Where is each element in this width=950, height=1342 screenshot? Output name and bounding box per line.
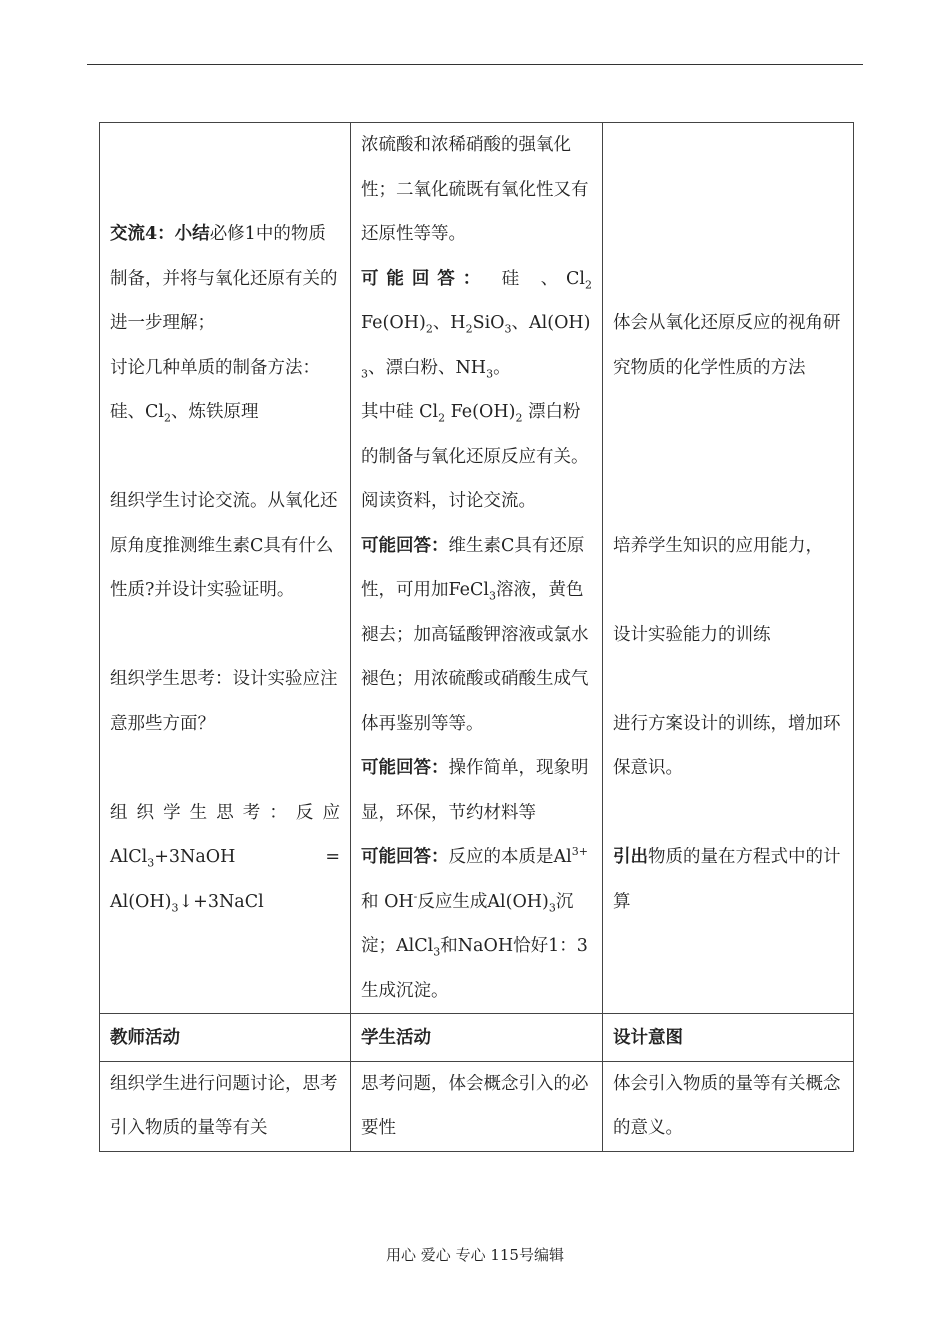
text: 讨论几种单质的制备方法：硅、Cl <box>110 357 320 422</box>
oxidizing-properties-text: 浓硫酸和浓稀硝酸的强氧化性；二氧化硫既有氧化性又有还原性等等。 <box>361 135 589 244</box>
header-rule <box>87 64 863 65</box>
subscript: 3 <box>504 322 512 336</box>
text: SiO <box>472 313 505 333</box>
text: 溶液，黄色褪去；加高锰酸钾溶液或氯水褪色；用浓硫酸或硝酸生成气体再鉴别等等。 <box>361 580 589 734</box>
text: 硅 、Cl <box>501 268 585 289</box>
experiment-design-question: 组织学生思考：设计实验应注意那些方面？ <box>110 669 338 734</box>
equation-left <box>110 835 235 880</box>
text: AlCl <box>110 847 148 867</box>
text: 和 OH <box>361 891 414 912</box>
possible-answer-label: 可能回答： <box>361 535 449 556</box>
answer-1-line-1 <box>361 257 592 302</box>
text: 反应的本质是Al <box>448 847 572 867</box>
text: 漂白粉的制备与氧化还原反应有关。 <box>361 402 589 467</box>
exchange-4-paragraph <box>110 212 340 346</box>
header-student-activity: 学生活动 <box>351 1014 603 1062</box>
teacher-activity-cell <box>100 123 351 1014</box>
text: 、漂白粉、NH <box>368 357 487 378</box>
text: 、Al(OH) <box>511 313 591 333</box>
superscript: - <box>413 889 418 903</box>
subscript: 2 <box>465 322 473 336</box>
possible-answer-4 <box>361 835 592 1013</box>
subscript: 3 <box>433 945 441 959</box>
intent-application-ability: 培养学生知识的应用能力， <box>613 535 823 556</box>
answer-1-line-2 <box>361 313 591 378</box>
text: 操作简单，现象明显，环保，节约材料等 <box>361 758 589 823</box>
header-teacher-activity: 教师活动 <box>100 1014 351 1062</box>
subscript: 3 <box>548 901 556 914</box>
page-footer: 用心 爱心 专心 115号编辑 <box>386 1246 564 1264</box>
lesson-plan-table <box>99 122 854 1152</box>
possible-answer-label: 可能回答： <box>361 268 489 289</box>
subscript: 2 <box>585 278 592 291</box>
header-design-intent: 设计意图 <box>603 1014 854 1062</box>
possible-answer-3 <box>361 746 592 835</box>
possible-answer-1 <box>361 257 592 391</box>
exchange-4-text: 必修1中的物质制备，并将与氧化还原有关的进一步理解； <box>110 224 338 333</box>
preparation-discussion <box>110 346 340 435</box>
subscript: 2 <box>438 411 446 425</box>
possible-answer-2 <box>361 524 592 747</box>
vitamin-c-discussion: 组织学生讨论交流。从氧化还原角度推测维生素C具有什么性质?并设计实验证明。 <box>110 491 338 600</box>
intent-redox-perspective: 体会从氧化还原反应的视角研究物质的化学性质的方法 <box>613 313 841 378</box>
equals-sign: = <box>325 847 340 867</box>
exchange-4-label: 交流4：小结 <box>110 224 210 244</box>
last-student-activity: 思考问题，体会概念引入的必要性 <box>351 1061 603 1151</box>
last-design-intent: 体会引入物质的量等有关概念的意义。 <box>603 1061 854 1151</box>
reaction-equation-line-1 <box>110 835 340 880</box>
redox-related-preparation <box>361 390 592 479</box>
text: 其中硅 Cl <box>361 402 439 422</box>
text: 反应生成Al(OH) <box>417 891 549 912</box>
text: 物质的量在方程式中的计算 <box>613 847 841 912</box>
student-activity-cell <box>351 123 603 1014</box>
table-row <box>100 123 854 1014</box>
subscript: 3 <box>171 901 179 914</box>
text: ↓+3NaCl <box>178 891 264 912</box>
text: 。 <box>493 357 511 378</box>
table-row <box>100 1061 854 1151</box>
text: 、H <box>432 313 466 333</box>
text: Fe(OH) <box>361 313 426 333</box>
text: Fe(OH) <box>445 402 516 422</box>
subscript: 2 <box>164 411 171 425</box>
intent-scheme-design: 进行方案设计的训练，增加环保意识。 <box>613 713 841 778</box>
last-teacher-activity: 组织学生进行问题讨论，思考引入物质的量等有关 <box>100 1061 351 1151</box>
subscript: 2 <box>515 411 523 425</box>
subscript: 3 <box>489 589 497 603</box>
intent-experiment-design: 设计实验能力的训练 <box>613 624 771 645</box>
text: 、炼铁原理 <box>171 402 259 422</box>
text: 沉淀；AlCl <box>361 891 574 956</box>
subscript: 3 <box>361 367 368 380</box>
reaction-equation-line-2 <box>110 880 340 925</box>
text: Al(OH) <box>110 891 172 912</box>
text: +3NaOH <box>154 847 236 867</box>
text: 和NaOH恰好1：3生成沉淀。 <box>361 936 588 1001</box>
reaction-prompt: 组织学生思考：反应 <box>110 802 340 823</box>
intent-mole-calculation <box>613 835 843 924</box>
table-header-row <box>100 1014 854 1062</box>
reading-materials-text: 阅读资料，讨论交流。 <box>361 491 536 511</box>
possible-answer-label: 可能回答： <box>361 847 449 867</box>
possible-answer-label: 可能回答： <box>361 758 449 778</box>
bold-text: 引出 <box>613 847 648 867</box>
text: 维生素C具有还原性，可用加FeCl <box>361 535 585 600</box>
subscript: 2 <box>425 322 433 336</box>
superscript: 3+ <box>571 845 588 859</box>
design-intent-cell <box>603 123 854 1014</box>
subscript: 3 <box>147 856 155 870</box>
subscript: 3 <box>486 367 494 380</box>
